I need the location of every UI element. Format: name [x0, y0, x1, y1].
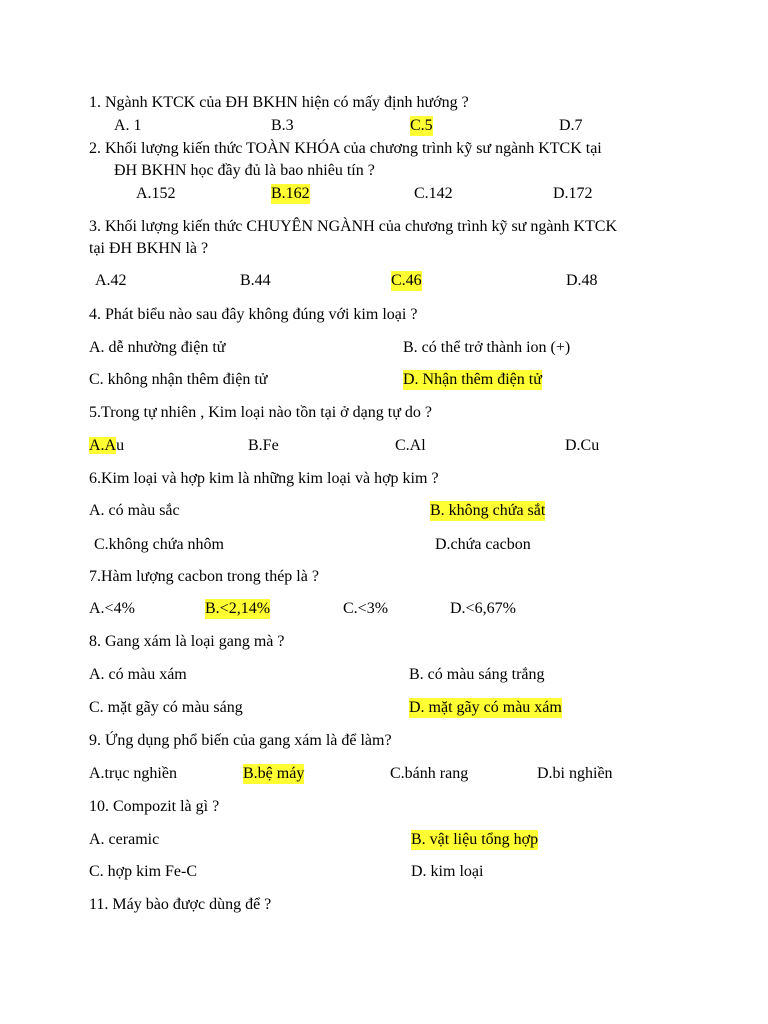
question-4-text: 4. Phát biểu nào sau đây không đúng với kim loại ?: [89, 306, 418, 323]
q4-option-d-answer: D. Nhận thêm điện tử: [403, 371, 542, 388]
q7-option-c: C.<3%: [343, 600, 389, 617]
q9-option-d: D.bi nghiền: [537, 765, 613, 782]
q5-option-a-rest: u: [116, 437, 125, 454]
question-2-text-line1: 2. Khối lượng kiến thức TOÀN KHÓA của chương trình kỹ sư ngành KTCK tại: [89, 140, 602, 157]
q5-option-d: D.Cu: [565, 437, 600, 454]
q6-option-d: D.chứa cacbon: [435, 536, 531, 553]
q2-option-b-answer: B.162: [271, 185, 310, 202]
q6-option-c: C.không chứa nhôm: [94, 536, 224, 553]
question-7-text: 7.Hàm lượng cacbon trong thép là ?: [89, 568, 319, 585]
q2-option-a: A.152: [136, 185, 176, 202]
q10-option-b-answer: B. vật liệu tổng hợp: [411, 831, 539, 848]
q9-option-b-answer: B.bệ máy: [243, 765, 305, 782]
q8-option-a: A. có màu xám: [89, 666, 187, 683]
question-10-text: 10. Compozit là gì ?: [89, 798, 220, 815]
question-6-text: 6.Kim loại và hợp kim là những kim loại và hợp kim ?: [89, 470, 439, 487]
question-2-text-line2: ĐH BKHN học đầy đủ là bao nhiêu tín ?: [114, 162, 375, 179]
q9-option-c: C.bánh rang: [390, 765, 469, 782]
q9-option-a: A.trục nghiền: [89, 765, 177, 782]
q5-option-b: B.Fe: [248, 437, 279, 454]
question-3-text-line2: tại ĐH BKHN là ?: [89, 240, 209, 257]
q1-option-c-answer: C.5: [410, 117, 433, 134]
q10-option-a: A. ceramic: [89, 831, 160, 848]
q10-option-c: C. hợp kim Fe-C: [89, 863, 198, 880]
q7-option-a: A.<4%: [89, 600, 135, 617]
q6-option-b-answer: B. không chứa sắt: [430, 502, 546, 519]
q1-option-a: A. 1: [114, 117, 142, 134]
q3-option-c-answer: C.46: [391, 272, 422, 289]
q7-option-b-answer: B.<2,14%: [205, 600, 271, 617]
q8-option-b: B. có màu sáng trắng: [409, 666, 545, 683]
question-3-text-line1: 3. Khối lượng kiến thức CHUYÊN NGÀNH của chương trình kỹ sư ngành KTCK: [89, 218, 617, 235]
question-9-text: 9. Ứng dụng phổ biến của gang xám là để làm?: [89, 732, 392, 749]
q5-option-a-answer: [89, 436, 124, 456]
q5-option-c: C.Al: [395, 437, 426, 454]
question-1-text: 1. Ngành KTCK của ĐH BKHN hiện có mấy định hướng ?: [89, 94, 469, 111]
question-8-text: 8. Gang xám là loại gang mà ?: [89, 633, 285, 650]
q4-option-c: C. không nhận thêm điện tử: [89, 371, 268, 388]
question-11-text: 11. Máy bào được dùng để ?: [89, 896, 272, 913]
q2-option-d: D.172: [553, 185, 593, 202]
q7-option-d: D.<6,67%: [450, 600, 516, 617]
q3-option-a: A.42: [95, 272, 127, 289]
q4-option-b: B. có thể trở thành ion (+): [403, 339, 571, 356]
q4-option-a: A. dễ nhường điện tử: [89, 339, 226, 356]
q1-option-b: B.3: [271, 117, 294, 134]
q3-option-b: B.44: [240, 272, 271, 289]
q8-option-c: C. mặt gãy có màu sáng: [89, 699, 243, 716]
q5-option-a-highlight: A.A: [89, 437, 117, 454]
q3-option-d: D.48: [566, 272, 598, 289]
q6-option-a: A. có màu sắc: [89, 502, 180, 519]
q2-option-c: C.142: [414, 185, 453, 202]
q10-option-d: D. kim loại: [411, 863, 484, 880]
q8-option-d-answer: D. mặt gãy có màu xám: [409, 699, 562, 716]
q1-option-d: D.7: [559, 117, 583, 134]
question-5-text: 5.Trong tự nhiên , Kim loại nào tồn tại ở dạng tự do ?: [89, 404, 432, 421]
